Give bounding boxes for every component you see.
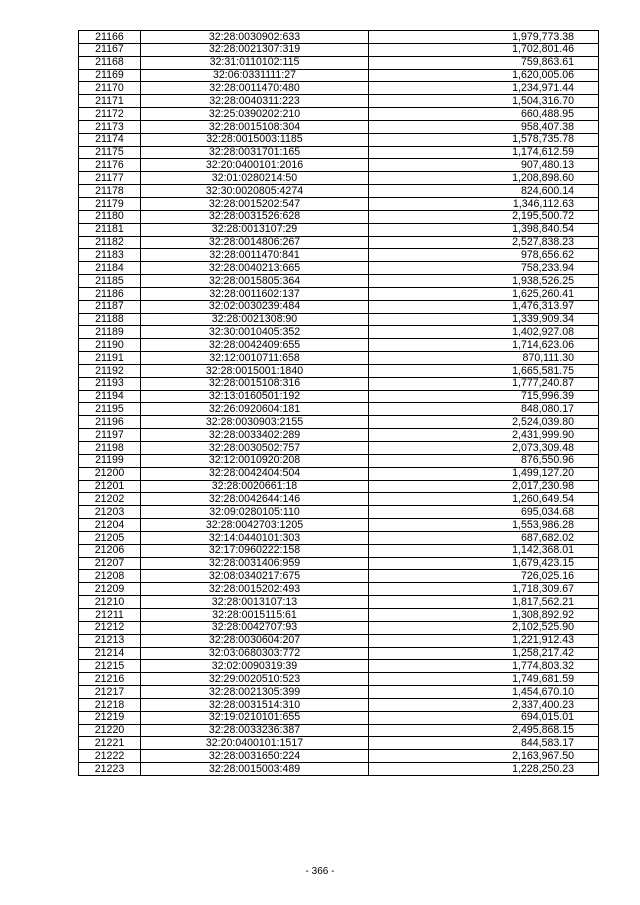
row-id-cell: 21177 <box>79 172 141 185</box>
cadastral-number-cell: 32:30:0020805:4274 <box>141 185 369 198</box>
row-id-cell: 21184 <box>79 262 141 275</box>
amount-cell: 2,102,525.90 <box>369 621 599 634</box>
amount-cell: 2,524,039.80 <box>369 416 599 429</box>
cadastral-number-cell: 32:28:0033236:387 <box>141 724 369 737</box>
table-row <box>79 300 599 313</box>
cadastral-number-cell: 32:20:0400101:2016 <box>141 159 369 172</box>
cadastral-number-cell: 32:28:0011470:480 <box>141 82 369 95</box>
table-row <box>79 519 599 532</box>
table-row <box>79 390 599 403</box>
cadastral-number-cell: 32:02:0030239:484 <box>141 300 369 313</box>
row-id-cell: 21205 <box>79 531 141 544</box>
cadastral-number-cell: 32:06:0331111:27 <box>141 69 369 82</box>
table-row <box>79 660 599 673</box>
amount-cell: 1,260,649.54 <box>369 493 599 506</box>
row-id-cell: 21221 <box>79 737 141 750</box>
table-row <box>79 133 599 146</box>
cadastral-number-cell: 32:28:0030502:757 <box>141 442 369 455</box>
row-id-cell: 21199 <box>79 454 141 467</box>
table-row <box>79 506 599 519</box>
amount-cell: 1,339,909.34 <box>369 313 599 326</box>
table-row <box>79 454 599 467</box>
table-row <box>79 262 599 275</box>
cadastral-number-cell: 32:28:0013107:13 <box>141 596 369 609</box>
row-id-cell: 21192 <box>79 364 141 377</box>
table-row <box>79 763 599 776</box>
row-id-cell: 21208 <box>79 570 141 583</box>
row-id-cell: 21212 <box>79 621 141 634</box>
amount-cell: 1,476,313.97 <box>369 300 599 313</box>
cadastral-number-cell: 32:28:0042644:146 <box>141 493 369 506</box>
amount-cell: 1,208,898.60 <box>369 172 599 185</box>
cadastral-number-cell: 32:28:0031406:959 <box>141 557 369 570</box>
table-row <box>79 724 599 737</box>
row-id-cell: 21200 <box>79 467 141 480</box>
amount-cell: 2,527,838.23 <box>369 236 599 249</box>
amount-cell: 1,174,612.59 <box>369 146 599 159</box>
row-id-cell: 21214 <box>79 647 141 660</box>
amount-cell: 1,620,005.06 <box>369 69 599 82</box>
amount-cell: 687,682.02 <box>369 531 599 544</box>
cadastral-number-cell: 32:28:0021308:90 <box>141 313 369 326</box>
amount-cell: 1,142,368.01 <box>369 544 599 557</box>
row-id-cell: 21182 <box>79 236 141 249</box>
row-id-cell: 21202 <box>79 493 141 506</box>
table-row <box>79 352 599 365</box>
row-id-cell: 21218 <box>79 698 141 711</box>
amount-cell: 1,774,803.32 <box>369 660 599 673</box>
row-id-cell: 21179 <box>79 197 141 210</box>
row-id-cell: 21186 <box>79 287 141 300</box>
amount-cell: 1,504,316.70 <box>369 95 599 108</box>
cadastral-number-cell: 32:31:0110102:115 <box>141 56 369 69</box>
table-row <box>79 56 599 69</box>
row-id-cell: 21180 <box>79 210 141 223</box>
data-table <box>78 30 599 776</box>
cadastral-number-cell: 32:28:0011602:137 <box>141 287 369 300</box>
table-row <box>79 480 599 493</box>
row-id-cell: 21173 <box>79 120 141 133</box>
amount-cell: 1,346,112.63 <box>369 197 599 210</box>
amount-cell: 844,583.17 <box>369 737 599 750</box>
cadastral-number-cell: 32:28:0014806:267 <box>141 236 369 249</box>
amount-cell: 1,578,735.78 <box>369 133 599 146</box>
table-row <box>79 313 599 326</box>
cadastral-number-cell: 32:28:0031650:224 <box>141 750 369 763</box>
row-id-cell: 21201 <box>79 480 141 493</box>
table-row <box>79 570 599 583</box>
row-id-cell: 21166 <box>79 31 141 44</box>
cadastral-number-cell: 32:13:0160501:192 <box>141 390 369 403</box>
table-row <box>79 31 599 44</box>
amount-cell: 876,550.96 <box>369 454 599 467</box>
amount-cell: 1,398,840.54 <box>369 223 599 236</box>
row-id-cell: 21223 <box>79 763 141 776</box>
row-id-cell: 21209 <box>79 583 141 596</box>
amount-cell: 1,402,927.08 <box>369 326 599 339</box>
row-id-cell: 21203 <box>79 506 141 519</box>
cadastral-number-cell: 32:28:0030903:2155 <box>141 416 369 429</box>
table-body <box>79 31 599 776</box>
row-id-cell: 21211 <box>79 608 141 621</box>
table-row <box>79 95 599 108</box>
amount-cell: 1,817,562.21 <box>369 596 599 609</box>
amount-cell: 758,233.94 <box>369 262 599 275</box>
table-row <box>79 210 599 223</box>
table-row <box>79 197 599 210</box>
table-row <box>79 185 599 198</box>
amount-cell: 1,625,260.41 <box>369 287 599 300</box>
row-id-cell: 21168 <box>79 56 141 69</box>
row-id-cell: 21181 <box>79 223 141 236</box>
amount-cell: 2,431,999.90 <box>369 429 599 442</box>
amount-cell: 907,480.13 <box>369 159 599 172</box>
row-id-cell: 21219 <box>79 711 141 724</box>
amount-cell: 1,938,526.25 <box>369 275 599 288</box>
row-id-cell: 21175 <box>79 146 141 159</box>
cadastral-number-cell: 32:30:0010405:352 <box>141 326 369 339</box>
cadastral-number-cell: 32:28:0021307:319 <box>141 43 369 56</box>
row-id-cell: 21215 <box>79 660 141 673</box>
cadastral-number-cell: 32:28:0033402:289 <box>141 429 369 442</box>
cadastral-number-cell: 32:17:0960222:158 <box>141 544 369 557</box>
table-row <box>79 596 599 609</box>
cadastral-number-cell: 32:28:0030604:207 <box>141 634 369 647</box>
cadastral-number-cell: 32:19:0210101:655 <box>141 711 369 724</box>
table-row <box>79 544 599 557</box>
amount-cell: 2,195,500.72 <box>369 210 599 223</box>
row-id-cell: 21176 <box>79 159 141 172</box>
amount-cell: 715,996.39 <box>369 390 599 403</box>
row-id-cell: 21220 <box>79 724 141 737</box>
row-id-cell: 21172 <box>79 108 141 121</box>
amount-cell: 1,777,240.87 <box>369 377 599 390</box>
amount-cell: 2,073,309.48 <box>369 442 599 455</box>
cadastral-number-cell: 32:28:0020661:18 <box>141 480 369 493</box>
cadastral-number-cell: 32:28:0042404:504 <box>141 467 369 480</box>
amount-cell: 1,979,773.38 <box>369 31 599 44</box>
row-id-cell: 21210 <box>79 596 141 609</box>
table-row <box>79 698 599 711</box>
table-row <box>79 377 599 390</box>
table-row <box>79 236 599 249</box>
table-row <box>79 69 599 82</box>
row-id-cell: 21213 <box>79 634 141 647</box>
cadastral-number-cell: 32:28:0031701:165 <box>141 146 369 159</box>
amount-cell: 958,407.38 <box>369 120 599 133</box>
amount-cell: 2,495,868.15 <box>369 724 599 737</box>
row-id-cell: 21190 <box>79 339 141 352</box>
row-id-cell: 21169 <box>79 69 141 82</box>
amount-cell: 726,025.16 <box>369 570 599 583</box>
cadastral-number-cell: 32:14:0440101:303 <box>141 531 369 544</box>
cadastral-number-cell: 32:28:0015202:493 <box>141 583 369 596</box>
amount-cell: 695,034.68 <box>369 506 599 519</box>
row-id-cell: 21174 <box>79 133 141 146</box>
amount-cell: 1,553,986.28 <box>369 519 599 532</box>
row-id-cell: 21193 <box>79 377 141 390</box>
table-row <box>79 287 599 300</box>
amount-cell: 2,337,400.23 <box>369 698 599 711</box>
cadastral-number-cell: 32:28:0015003:1185 <box>141 133 369 146</box>
amount-cell: 824,600.14 <box>369 185 599 198</box>
cadastral-number-cell: 32:02:0090319:39 <box>141 660 369 673</box>
cadastral-number-cell: 32:28:0042409:655 <box>141 339 369 352</box>
table-row <box>79 634 599 647</box>
row-id-cell: 21191 <box>79 352 141 365</box>
cadastral-number-cell: 32:01:0280214:50 <box>141 172 369 185</box>
row-id-cell: 21196 <box>79 416 141 429</box>
amount-cell: 1,234,971.44 <box>369 82 599 95</box>
row-id-cell: 21194 <box>79 390 141 403</box>
table-row <box>79 531 599 544</box>
row-id-cell: 21171 <box>79 95 141 108</box>
amount-cell: 978,656.62 <box>369 249 599 262</box>
amount-cell: 1,679,423.15 <box>369 557 599 570</box>
cadastral-number-cell: 32:12:0010920:208 <box>141 454 369 467</box>
table-row <box>79 403 599 416</box>
row-id-cell: 21222 <box>79 750 141 763</box>
amount-cell: 1,308,892.92 <box>369 608 599 621</box>
amount-cell: 1,258,217.42 <box>369 647 599 660</box>
row-id-cell: 21185 <box>79 275 141 288</box>
amount-cell: 1,499,127.20 <box>369 467 599 480</box>
table-row <box>79 172 599 185</box>
amount-cell: 2,017,230.98 <box>369 480 599 493</box>
row-id-cell: 21204 <box>79 519 141 532</box>
cadastral-number-cell: 32:28:0040311:223 <box>141 95 369 108</box>
amount-cell: 694,015.01 <box>369 711 599 724</box>
row-id-cell: 21170 <box>79 82 141 95</box>
amount-cell: 1,749,681.59 <box>369 673 599 686</box>
cadastral-number-cell: 32:28:0021305:399 <box>141 686 369 699</box>
row-id-cell: 21206 <box>79 544 141 557</box>
table-row <box>79 686 599 699</box>
amount-cell: 1,228,250.23 <box>369 763 599 776</box>
amount-cell: 1,665,581.75 <box>369 364 599 377</box>
table-row <box>79 159 599 172</box>
table-row <box>79 120 599 133</box>
cadastral-number-cell: 32:28:0042707:93 <box>141 621 369 634</box>
cadastral-number-cell: 32:03:0680303:772 <box>141 647 369 660</box>
row-id-cell: 21195 <box>79 403 141 416</box>
table-row <box>79 750 599 763</box>
table-row <box>79 43 599 56</box>
amount-cell: 2,163,967.50 <box>369 750 599 763</box>
table-row <box>79 108 599 121</box>
cadastral-number-cell: 32:28:0015108:316 <box>141 377 369 390</box>
cadastral-number-cell: 32:12:0010711:658 <box>141 352 369 365</box>
cadastral-number-cell: 32:28:0015001:1840 <box>141 364 369 377</box>
cadastral-number-cell: 32:29:0020510:523 <box>141 673 369 686</box>
amount-cell: 759,863.61 <box>369 56 599 69</box>
cadastral-number-cell: 32:28:0030902:633 <box>141 31 369 44</box>
table-row <box>79 249 599 262</box>
table-row <box>79 326 599 339</box>
table-row <box>79 467 599 480</box>
amount-cell: 660,488.95 <box>369 108 599 121</box>
row-id-cell: 21198 <box>79 442 141 455</box>
table-row <box>79 608 599 621</box>
row-id-cell: 21216 <box>79 673 141 686</box>
row-id-cell: 21197 <box>79 429 141 442</box>
cadastral-number-cell: 32:20:0400101:1517 <box>141 737 369 750</box>
table-row <box>79 223 599 236</box>
table-row <box>79 429 599 442</box>
cadastral-number-cell: 32:08:0340217:675 <box>141 570 369 583</box>
cadastral-number-cell: 32:28:0031514:310 <box>141 698 369 711</box>
cadastral-number-cell: 32:28:0015115:61 <box>141 608 369 621</box>
table-row <box>79 737 599 750</box>
page-number: - 366 - <box>305 866 335 877</box>
table-row <box>79 557 599 570</box>
cadastral-number-cell: 32:28:0040213:665 <box>141 262 369 275</box>
amount-cell: 1,454,670.10 <box>369 686 599 699</box>
table-row <box>79 364 599 377</box>
cadastral-number-cell: 32:09:0280105:110 <box>141 506 369 519</box>
table-row <box>79 416 599 429</box>
table-row <box>79 442 599 455</box>
table-row <box>79 146 599 159</box>
amount-cell: 1,221,912.43 <box>369 634 599 647</box>
cadastral-number-cell: 32:25:0390202:210 <box>141 108 369 121</box>
cadastral-number-cell: 32:26:0920604:181 <box>141 403 369 416</box>
row-id-cell: 21207 <box>79 557 141 570</box>
table-row <box>79 339 599 352</box>
cadastral-number-cell: 32:28:0031526:628 <box>141 210 369 223</box>
row-id-cell: 21187 <box>79 300 141 313</box>
table-row <box>79 673 599 686</box>
row-id-cell: 21167 <box>79 43 141 56</box>
cadastral-number-cell: 32:28:0042703:1205 <box>141 519 369 532</box>
cadastral-number-cell: 32:28:0011470:841 <box>141 249 369 262</box>
table-row <box>79 647 599 660</box>
amount-cell: 1,702,801.46 <box>369 43 599 56</box>
amount-cell: 870,111.30 <box>369 352 599 365</box>
cadastral-number-cell: 32:28:0015108:304 <box>141 120 369 133</box>
amount-cell: 1,714,623.06 <box>369 339 599 352</box>
table-row <box>79 583 599 596</box>
cadastral-number-cell: 32:28:0013107:29 <box>141 223 369 236</box>
row-id-cell: 21183 <box>79 249 141 262</box>
amount-cell: 848,080.17 <box>369 403 599 416</box>
row-id-cell: 21217 <box>79 686 141 699</box>
cadastral-number-cell: 32:28:0015805:364 <box>141 275 369 288</box>
row-id-cell: 21189 <box>79 326 141 339</box>
table-row <box>79 711 599 724</box>
table-row <box>79 82 599 95</box>
cadastral-number-cell: 32:28:0015003:489 <box>141 763 369 776</box>
row-id-cell: 21188 <box>79 313 141 326</box>
table-row <box>79 275 599 288</box>
row-id-cell: 21178 <box>79 185 141 198</box>
table-row <box>79 621 599 634</box>
table-row <box>79 493 599 506</box>
cadastral-number-cell: 32:28:0015202:547 <box>141 197 369 210</box>
amount-cell: 1,718,309.67 <box>369 583 599 596</box>
